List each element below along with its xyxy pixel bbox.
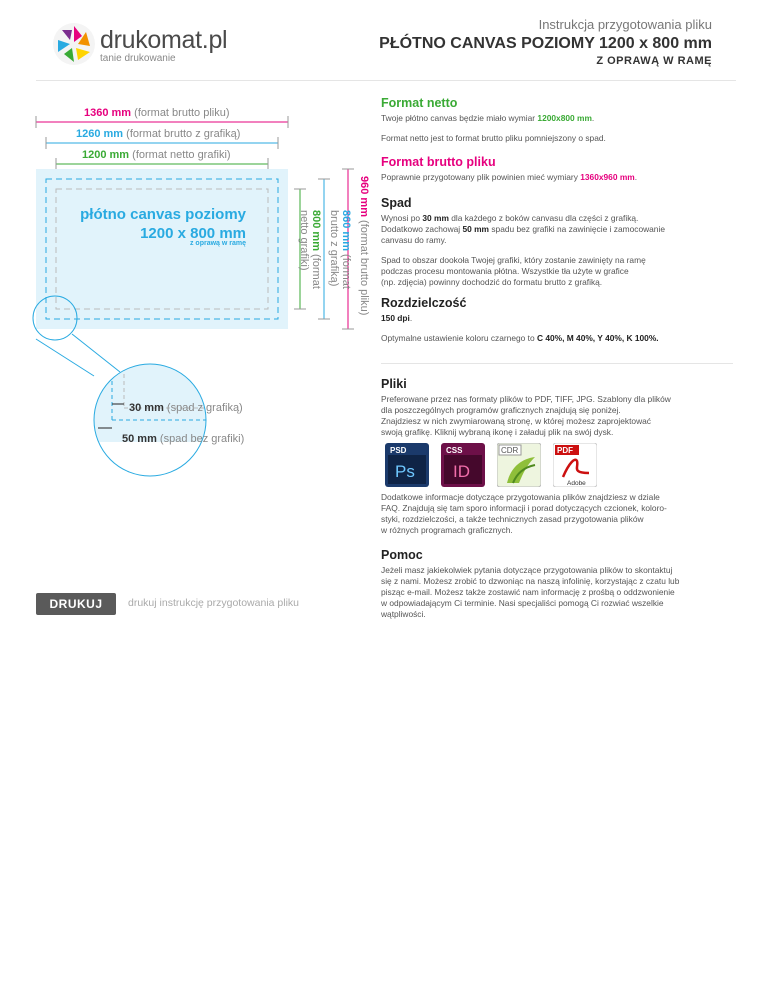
canvas-label-frame: z oprawą w ramę — [189, 240, 246, 247]
svg-text:CSS: CSS — [446, 446, 463, 455]
bleed-area — [36, 169, 288, 329]
svg-text:Adobe: Adobe — [567, 480, 586, 487]
svg-text:CDR: CDR — [501, 446, 519, 455]
section-format-netto — [381, 98, 733, 144]
dim-line-brutto-graphic — [46, 137, 278, 149]
dim-label-netto-graphic: 1200 mm (format netto grafiki) — [82, 149, 231, 161]
section-text: Optymalne ustawienie koloru czarnego to C 40%, M 40%, Y 40%, K 100%. — [381, 333, 659, 343]
dim-label-brutto-graphic: 1260 mm (format brutto z grafiką) — [76, 128, 241, 140]
section-text: Preferowane przez nas formaty plików to PDF, TIFF, JPG. Szablony dla plików dla poszczególnych programów graficznych znajdują się poniżej. Znajdziesz w nich zwymiarowaną stronę, w której możesz zaprojektować swoją grafikę. Kliknij wybraną ikonę i załaduj plik na swój dysk. — [381, 394, 671, 437]
dim-label-brutto-file: 1360 mm (format brutto pliku) — [84, 107, 230, 119]
dim-label-v-brutto-graphic: 860 mm (format brutto z grafiką) — [328, 210, 352, 289]
section-pliki — [381, 379, 733, 438]
dim-line-brutto-file — [36, 116, 288, 128]
brand-tagline: tanie drukowanie — [100, 53, 176, 64]
coreldraw-icon[interactable] — [497, 443, 541, 487]
photoshop-icon[interactable] — [385, 443, 429, 487]
section-rozdzielczosc — [381, 298, 733, 344]
print-link[interactable]: drukuj instrukcję przygotowania pliku — [128, 597, 299, 609]
section-text: Spad to obszar dookoła Twojej grafiki, który zostanie zawinięty na ramę podczas procesu montowania płótna. Wszystkie tła użyte w grafice (np. zdjęcia) powinny dochodzić do formatu brutto z grafiką. — [381, 255, 646, 287]
svg-text:PSD: PSD — [390, 446, 407, 455]
dim-label-v-brutto-file: 960 mm (format brutto pliku) — [358, 176, 370, 316]
dim-label-v-netto-graphic: 800 mm (format netto grafiki) — [298, 210, 322, 289]
section-title: Rozdzielczość — [381, 296, 467, 310]
pdf-icon[interactable] — [553, 443, 597, 487]
indesign-icon[interactable] — [441, 443, 485, 487]
print-button[interactable]: DRUKUJ — [36, 593, 116, 615]
page-title: PŁÓTNO CANVAS POZIOMY 1200 x 800 mm — [379, 35, 712, 52]
header-divider — [36, 80, 736, 81]
section-pliki-more — [381, 492, 733, 536]
section-text: 150 dpi. — [381, 313, 413, 323]
canvas-label: płótno canvas poziomy 1200 x 800 mm — [80, 206, 246, 242]
section-title: Spad — [381, 196, 412, 210]
dim-label-zoom-50: 50 mm (spad bez grafiki) — [122, 433, 245, 445]
section-format-brutto — [381, 157, 733, 183]
section-text: Format netto jest to format brutto pliku pomniejszony o spad. — [381, 133, 606, 143]
page-title-secondary: Z OPRAWĄ W RAMĘ — [596, 55, 712, 67]
brand-name: drukomat.pl — [100, 26, 228, 54]
section-title: Pliki — [381, 377, 407, 391]
brand-logo-icon — [52, 22, 96, 66]
svg-text:ID: ID — [453, 462, 470, 481]
zoom-detail-circle — [80, 360, 210, 480]
dim-label-zoom-30: 30 mm (spad z grafiką) — [129, 402, 243, 414]
section-text: Poprawnie przygotowany plik powinien mieć wymiary 1360x960 mm. — [381, 172, 638, 182]
section-spad — [381, 198, 733, 288]
section-title: Format netto — [381, 96, 458, 110]
svg-text:Ps: Ps — [395, 462, 415, 481]
section-title: Format brutto pliku — [381, 155, 496, 169]
section-title: Pomoc — [381, 548, 423, 562]
section-text: Wynosi po 30 mm dla każdego z boków canvasu dla części z grafiką. Dodatkowo zachowaj 50 mm spadu bez grafiki na zawinięcie i zamocowanie canvasu do ramy. — [381, 213, 665, 245]
section-text: Dodatkowe informacje dotyczące przygotowania plików znajdziesz w dziale FAQ. Znajdują się tam sporo informacji i porad dotyczących czcionek, koloro- styki, rozdzielczości, a także technicznych zasad przygotowania plików w różnych programach graficznych. — [381, 492, 667, 535]
page-subtitle: Instrukcja przygotowania pliku — [538, 17, 712, 32]
section-divider — [381, 363, 733, 364]
section-pomoc — [381, 550, 733, 620]
svg-text:PDF: PDF — [557, 446, 573, 455]
section-text: Twoje płótno canvas będzie miało wymiar 1200x800 mm. — [381, 113, 595, 123]
dim-line-netto-graphic — [56, 158, 268, 170]
section-text: Jeżeli masz jakiekolwiek pytania dotyczące przygotowania plików to skontaktuj się z nami. Możesz zrobić to dzwoniąc na naszą infolinię, korzystając z czatu lub pisząc e-mail. Możesz także zostawić nam informację z prośbą o oddzwonienie w odpowiadającym Ci terminie. Nasi specjaliści pomogą Ci rozwiać wszelkie wątpliwości. — [381, 565, 680, 619]
